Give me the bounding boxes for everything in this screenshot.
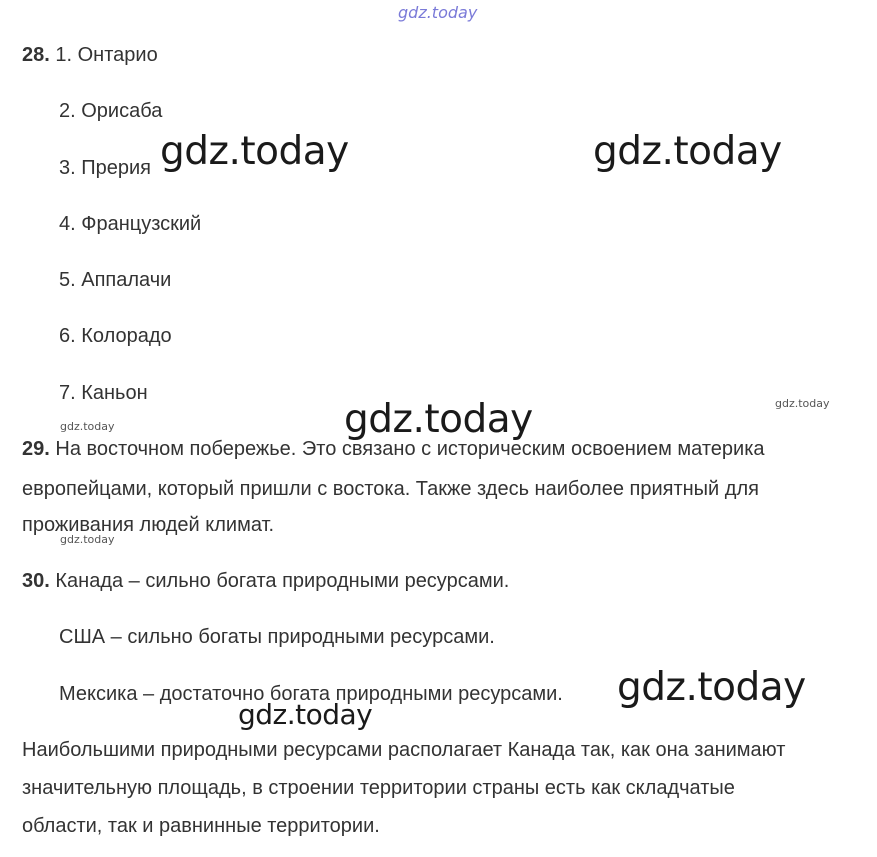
q30-number: 30. — [22, 570, 50, 592]
q30-line-usa: США – сильно богаты природными ресурсами. — [59, 626, 495, 648]
q28-item-7: 7. Каньон — [59, 382, 148, 404]
q28-item-1: 1. Онтарио — [55, 44, 158, 66]
watermark-big-1: gdz.today — [160, 129, 349, 174]
watermark-big-4: gdz.today — [617, 665, 806, 710]
watermark-big-3: gdz.today — [344, 397, 533, 442]
q30-conclusion-line-2: значительную площадь, в строении территории страны есть как складчатые — [22, 777, 735, 799]
watermark-small-3: gdz.today — [60, 533, 115, 546]
q29-number: 29. — [22, 438, 50, 460]
q28-item-5: 5. Аппалачи — [59, 269, 172, 291]
watermark-big-5: gdz.today — [238, 698, 373, 731]
q28-item-3: 3. Прерия — [59, 157, 151, 179]
q29-line-1 — [22, 437, 765, 461]
q30-line-1 — [22, 569, 509, 593]
q30-conclusion-line-1: Наибольшими природными ресурсами располагает Канада так, как она занимают — [22, 739, 786, 761]
q28-number: 28. — [22, 44, 50, 66]
q28-item-2: 2. Орисаба — [59, 100, 163, 122]
watermark-small-1: gdz.today — [775, 397, 830, 410]
q30-text-1: Канада – сильно богата природными ресурсами. — [55, 570, 510, 592]
q29-text-1: На восточном побережье. Это связано с историческим освоением материка — [55, 438, 765, 460]
q28-line-1 — [22, 43, 158, 67]
q28-item-6: 6. Колорадо — [59, 325, 172, 347]
q28-item-4: 4. Французский — [59, 213, 202, 235]
q29-line-2: европейцами, который пришли с востока. Также здесь наиболее приятный для — [22, 478, 759, 500]
watermark-big-2: gdz.today — [593, 129, 782, 174]
watermark-top: gdz.today — [398, 3, 478, 22]
q30-conclusion-line-3: области, так и равнинные территории. — [22, 815, 380, 837]
q29-line-3: проживания людей климат. — [22, 514, 275, 536]
q30-line-mexico: Мексика – достаточно богата природными ресурсами. — [59, 683, 563, 705]
watermark-small-2: gdz.today — [60, 420, 115, 433]
